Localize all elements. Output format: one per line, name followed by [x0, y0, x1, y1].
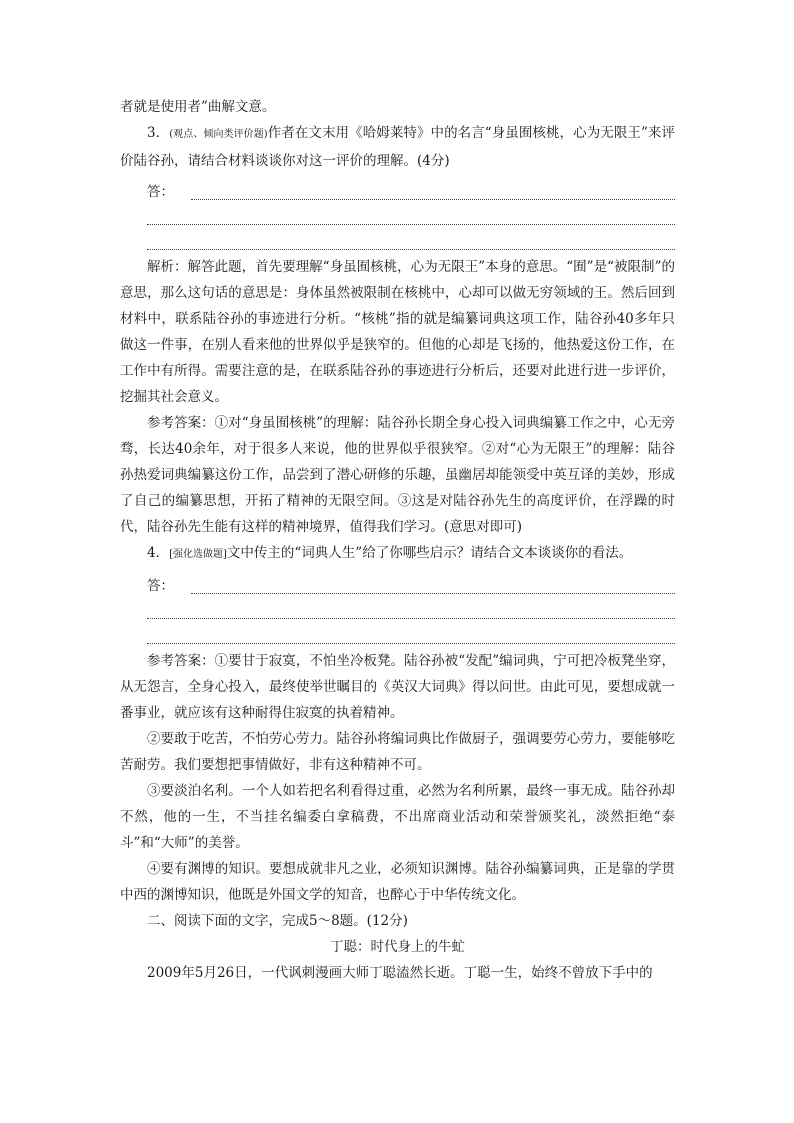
dotted-line — [147, 594, 675, 619]
reference-answer-4-point-2: ②要敢于吃苦，不怕劳心劳力。陆谷孙将编词典比作做厨子，强调要劳心劳力，要能够吃苦耐劳。我们要想把事情做好，非有这种精神不可。 — [120, 731, 675, 773]
answer-line-3 — [120, 174, 675, 200]
dotted-line — [191, 187, 675, 200]
reference-answer-4-point-3: ③要淡泊名利。一个人如若把名利看得过重，必然为名利所累，最终一事无成。陆谷孙却不然，他的一生，不当挂名编委白拿稿费，不出席商业活动和荣誉颁奖礼，淡然拒绝“泰斗”和“大师”的美誉。 — [120, 783, 675, 851]
section-heading: 二、阅读下面的文字，完成5～8题。(12分) — [147, 913, 408, 929]
reference-answer-4-point-4: ④要有渊博的知识。要想成就非凡之业，必须知识渊博。陆谷孙编纂词典，正是靠的学贯中西的渊博知识，他既是外国文学的知音，也醉心于中华传统文化。 — [120, 861, 675, 903]
reference-answer-3: 参考答案：①对“身虽囿核桃”的理解：陆谷孙长期全身心投入词典编纂工作之中，心无旁骛，长达40余年，对于很多人来说，他的世界似乎很狭窄。②对“心为无限王”的理解：陆谷孙热爱词典编纂这份工作，品尝到了潜心研修的乐趣，虽幽居却能领受中英互译的美妙，形成了自己的编纂思想，开拓了精神的无限空间。③这是对陆谷孙先生的高度评价，在浮躁的时代，陆谷孙先生能有这样的精神境界，值得我们学习。(意思对即可) — [120, 415, 675, 535]
answer-label: 答： — [147, 578, 174, 594]
continued-line: 者就是使用者”曲解文意。 — [120, 99, 276, 115]
question-3 — [120, 120, 675, 174]
question-4-number: 4． — [147, 545, 170, 561]
dotted-line — [147, 200, 675, 225]
dotted-line — [147, 225, 675, 250]
article-paragraph: 2009年5月26日，一代讽刺漫画大师丁聪溘然长逝。丁聪一生，始终不曾放下手中的 — [147, 965, 653, 981]
question-3-tag: (观点、倾向类评价题) — [169, 129, 268, 140]
dotted-line — [147, 619, 675, 644]
question-4-text: 文中传主的“词典人生”给了你哪些启示？请结合文本谈谈你的看法。 — [226, 545, 633, 561]
dotted-line — [191, 581, 675, 594]
answer-label: 答： — [147, 184, 174, 200]
question-3-number: 3． — [147, 125, 170, 141]
reference-answer-4-point-1: 参考答案：①要甘于寂寞，不怕坐冷板凳。陆谷孙被“发配”编词典，宁可把冷板凳坐穿，从无怨言，全身心投入，最终使举世瞩目的《英汉大词典》得以问世。由此可见，要想成就一番事业，就应该有这种耐得住寂寞的执着精神。 — [120, 653, 675, 721]
page-content — [120, 94, 675, 986]
question-4-tag: [强化选做题] — [169, 549, 227, 560]
question-3-text: 作者在文末用《哈姆莱特》中的名言“身虽囿核桃，心为无限王”来评价陆谷孙，请结合材料谈谈你对这一评价的理解。(4分) — [120, 125, 675, 169]
answer-line-4 — [120, 568, 675, 594]
analysis-paragraph: 解析：解答此题，首先要理解“身虽囿核桃，心为无限王”本身的意思。“囿”是“被限制”的意思，那么这句话的意思是：身体虽然被限制在核桃中，心却可以做无穷领域的王。然后回到材料中，联系陆谷孙的事迹进行分析。“核桃”指的就是编纂词典这项工作，陆谷孙40多年只做这一件事，在别人看来他的世界似乎是狭窄的。但他的心却是飞扬的，他热爱这份工作，在工作中有所得。需要注意的是，在联系陆谷孙的事迹进行分析后，还要对此进行进一步评价，挖掘其社会意义。 — [120, 259, 675, 405]
article-title: 丁聪：时代身上的牛虻 — [330, 939, 465, 955]
question-4 — [120, 540, 675, 568]
